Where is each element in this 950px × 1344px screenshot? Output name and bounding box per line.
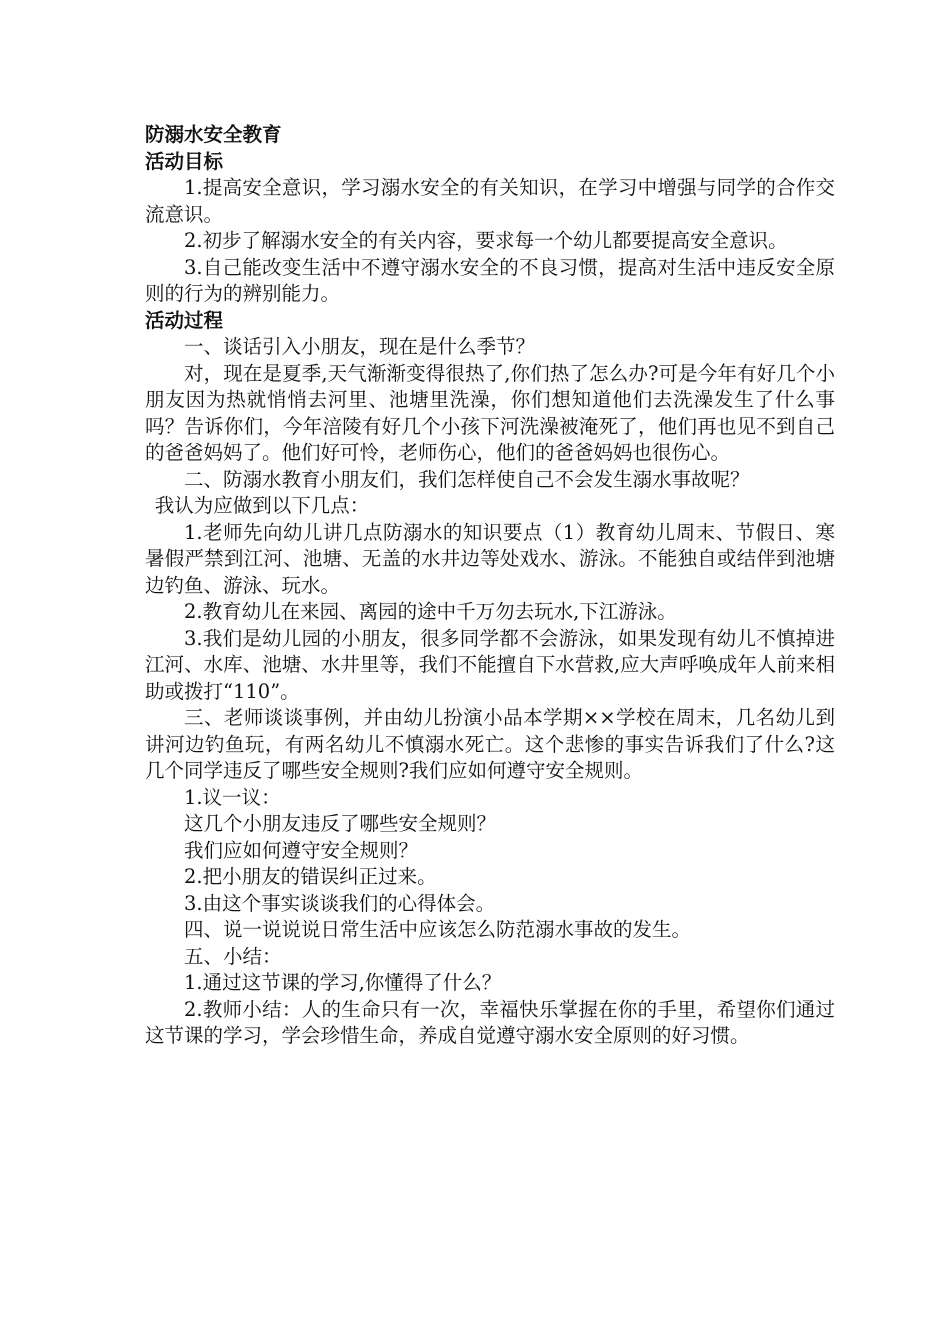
process-paragraph: 1.议一议： xyxy=(184,785,281,809)
goal-paragraph: 2.初步了解溺水安全的有关内容，要求每一个幼儿都要提高安全意识。 xyxy=(184,229,788,252)
process-paragraph: 1.通过这节课的学习,你懂得了什么？ xyxy=(184,971,502,994)
process-paragraph: 三、老师谈谈事例，并由幼儿扮演小品本学期××学校在周末，几名幼儿到讲河边钓鱼玩，有两名幼儿不慎溺水死亡。这个悲惨的事实告诉我们了什么?这几个同学违反了哪些安全规则?我们应如何遵守安全规则。 xyxy=(145,706,835,782)
process-paragraph: 这几个小朋友违反了哪些安全规则？ xyxy=(184,812,497,835)
process-paragraph: 我们应如何遵守安全规则？ xyxy=(184,838,419,862)
section-heading-goals: 活动目标 xyxy=(145,149,224,173)
document-title: 防溺水安全教育 xyxy=(145,123,282,146)
process-paragraph: 二、防溺水教育小朋友们，我们怎样使自己不会发生溺水事故呢？ xyxy=(184,467,750,491)
process-paragraph: 一、谈话引入小朋友，现在是什么季节？ xyxy=(184,335,536,358)
document-page xyxy=(145,122,835,1050)
process-paragraph: 1.老师先向幼儿讲几点防溺水的知识要点（1）教育幼儿周末、节假日、寒暑假严禁到江河、池塘、无盖的水井边等处戏水、游泳。不能独自或结伴到池塘边钓鱼、游泳、玩水。 xyxy=(145,520,835,597)
process-paragraph: 我认为应做到以下几点： xyxy=(154,494,370,517)
process-paragraph: 3.我们是幼儿园的小朋友，很多同学都不会游泳，如果发现有幼儿不慎掉进江河、水库、池塘、水井里等，我们不能擅自下水营救,应大声呼唤成年人前来相助或拨打“110”。 xyxy=(145,626,835,703)
section-heading-process: 活动过程 xyxy=(145,308,224,332)
process-paragraph: 四、说一说说说日常生活中应该怎么防范溺水事故的发生。 xyxy=(184,918,692,941)
process-paragraph: 3.由这个事实谈谈我们的心得体会。 xyxy=(184,891,496,915)
process-paragraph: 对，现在是夏季,天气渐渐变得很热了,你们热了怎么办?可是今年有好几个小朋友因为热就悄悄去河里、池塘里洗澡，你们想知道他们去洗澡发生了什么事吗？告诉你们，今年涪陵有好几个小孩下河洗澡被淹死了，他们再也见不到自己的爸爸妈妈了。他们好可怜，老师伤心，他们的爸爸妈妈也很伤心。 xyxy=(145,361,835,464)
goal-paragraph: 1.提高安全意识，学习溺水安全的有关知识，在学习中增强与同学的合作交流意识。 xyxy=(145,176,835,226)
process-paragraph: 五、小结： xyxy=(184,944,282,968)
process-paragraph: 2.把小朋友的错误纠正过来。 xyxy=(184,865,437,888)
process-paragraph: 2.教师小结：人的生命只有一次，幸福快乐掌握在你的手里，希望你们通过这节课的学习，学会珍惜生命，养成自觉遵守溺水安全原则的好习惯。 xyxy=(145,997,835,1047)
process-paragraph: 2.教育幼儿在来园、离园的途中千万勿去玩水,下江游泳。 xyxy=(184,600,677,623)
goal-paragraph: 3.自己能改变生活中不遵守溺水安全的不良习惯，提高对生活中违反安全原则的行为的辨别能力。 xyxy=(145,255,835,305)
